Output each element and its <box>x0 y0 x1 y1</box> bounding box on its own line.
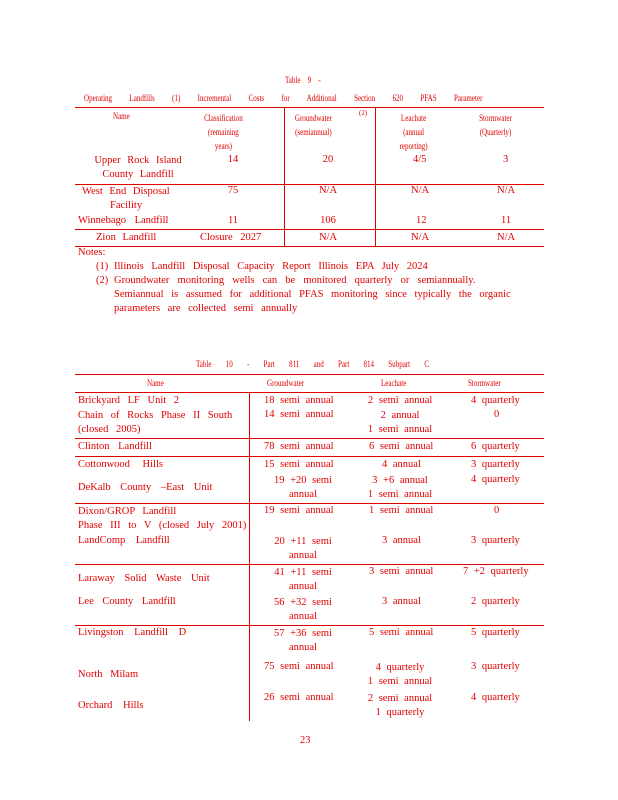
table10-row-name: Livingston Landfill D <box>78 627 187 638</box>
table10-header-name: Name <box>147 378 164 388</box>
page-number: 23 <box>300 735 311 746</box>
table10-col-divider <box>249 393 250 721</box>
table10-header-stormwater: Stormwater <box>468 378 501 388</box>
table9-col-divider <box>284 108 285 246</box>
table10-cell: 3 annual <box>382 596 421 607</box>
table10-cell: 6 quarterly <box>471 441 520 452</box>
table10-cell: 4 quarterly <box>471 474 520 485</box>
table9-header-stormwater: Stormwater (Quarterly) <box>479 113 512 137</box>
table9-cell: Closure 2027 <box>200 232 262 243</box>
table10-cell: 4 quarterly 1 semi annual <box>367 662 433 687</box>
table10-cell: 4 quarterly <box>471 692 520 703</box>
table10-row-name: Lee County Landfill <box>78 596 176 607</box>
table10-header-rule <box>75 392 544 393</box>
table9-cell: 12 <box>416 215 427 226</box>
table10-cell: 2 semi annual <box>368 395 433 406</box>
table9-cell: 20 <box>322 154 334 165</box>
table10-row-name: Dixon/GROP Landfill Phase III to V (closed July 2001) <box>78 506 247 531</box>
table9-cell: 75 <box>227 185 239 196</box>
table10-title: Table 10 - Part 811 and Part 814 Subpart C <box>196 359 430 369</box>
table10-cell: 75 semi annual <box>264 661 334 672</box>
table9-cell: 3 <box>503 154 509 165</box>
table10-cell: 19 semi annual <box>264 505 334 516</box>
table10-cell: 3 annual <box>382 535 421 546</box>
table10-cell: 5 semi annual <box>369 627 434 638</box>
table10-row-name: Orchard Hills <box>78 700 144 711</box>
table9-cell: 4/5 <box>413 154 427 165</box>
table10-cell: 41 +11 semi annual <box>274 567 332 592</box>
table10-top-rule <box>75 374 544 375</box>
table9-row-name: Winnebago Landfill <box>78 215 169 226</box>
table10-cell: 18 semi annual <box>264 395 334 406</box>
table9-title: Table 9 - <box>285 75 321 85</box>
table10-row-rule <box>75 456 544 457</box>
table10-cell: 5 quarterly <box>471 627 520 638</box>
table9-cell: N/A <box>411 232 430 243</box>
note-number: (2) <box>96 275 109 286</box>
table10-row-rule <box>75 438 544 439</box>
table10-row-rule <box>75 503 544 504</box>
table10-cell: 14 semi annual <box>264 409 334 420</box>
table10-cell: 2 annual 1 semi annual <box>367 410 433 435</box>
table9-header-groundwater: Groundwater (semiannual) <box>294 113 332 137</box>
table9-row-name: Upper Rock Island County Landfill <box>94 155 182 180</box>
table10-cell: 7 +2 quarterly <box>463 566 529 577</box>
note-text: Semiannual is assumed for additional PFAS monitoring since typically the organic <box>114 289 511 300</box>
table10-cell: 2 quarterly <box>471 596 520 607</box>
table10-cell: 3 +6 annual 1 semi annual <box>367 475 433 500</box>
table10-cell: 3 quarterly <box>471 459 520 470</box>
table10-cell: 4 quarterly <box>471 395 520 406</box>
table10-cell: 2 semi annual 1 quarterly <box>367 693 433 718</box>
table10-cell: 78 semi annual <box>264 441 334 452</box>
table10-row-name: North Milam <box>78 669 139 680</box>
table10-cell: 0 <box>494 409 500 420</box>
table10-row-name: Clinton Landfill <box>78 441 152 452</box>
table10-cell: 56 +32 semi annual <box>273 597 332 622</box>
table10-cell: 19 +20 semi annual <box>273 475 332 500</box>
table10-row-name: Brickyard LF Unit 2 <box>78 395 180 406</box>
note-text: Illinois Landfill Disposal Capacity Report Illinois EPA July 2024 <box>114 261 428 272</box>
table10-cell: 4 annual <box>382 459 421 470</box>
table10-cell: 57 +36 semi annual <box>273 628 332 653</box>
table9-header-classification: Classification (remaining years) <box>204 113 243 151</box>
table10-header-leachate: Leachate <box>381 378 407 388</box>
table9-header-name: Name <box>113 111 130 121</box>
notes-label: Notes: <box>78 247 106 258</box>
table9-cell: N/A <box>318 232 338 243</box>
table9-row-name: Zion Landfill <box>96 232 157 243</box>
table10-row-rule <box>75 625 544 626</box>
note-number: (1) <box>96 261 109 272</box>
table9-title-line2: Operating Landfills (1) Incremental Costs for Additional Section 620 PFAS Parameter <box>84 93 483 103</box>
table9-col-divider <box>375 108 376 246</box>
table9-cell: 14 <box>227 154 239 165</box>
table10-row-name: Chain of Rocks Phase II South (closed 2005) <box>78 410 233 435</box>
table10-cell: 3 quarterly <box>471 661 520 672</box>
table10-cell: 6 semi annual <box>369 441 434 452</box>
table10-cell: 15 semi annual <box>264 459 334 470</box>
table10-row-name: LandComp Landfill <box>78 535 170 546</box>
table9-cell: N/A <box>318 185 338 196</box>
table10-row-name: DeKalb County –East Unit <box>78 482 213 493</box>
table9-bottom-rule <box>75 246 544 247</box>
note-text: Groundwater monitoring wells can be monitored quarterly or semiannually. <box>114 275 476 286</box>
table9-cell: N/A <box>497 185 516 196</box>
table9-top-rule <box>75 107 544 108</box>
table9-row-name: West End Disposal Facility <box>82 186 170 211</box>
table10-row-rule <box>75 564 544 565</box>
table10-cell: 3 semi annual <box>369 566 434 577</box>
note-text: parameters are collected semi annually <box>114 303 298 314</box>
table9-cell: 106 <box>320 215 336 226</box>
table9-cell: 11 <box>501 215 512 226</box>
table10-row-name: Cottonwood Hills <box>78 459 163 470</box>
table10-cell: 20 +11 semi annual <box>274 536 332 561</box>
table10-cell: 3 quarterly <box>471 535 520 546</box>
table10-row-name: Laraway Solid Waste Unit <box>78 573 210 584</box>
table10-cell: 1 semi annual <box>369 505 434 516</box>
table9-note-ref: (2) <box>359 109 368 117</box>
table9-cell: 11 <box>227 215 239 226</box>
table10-cell: 26 semi annual <box>264 692 334 703</box>
table9-cell: N/A <box>411 185 430 196</box>
table10-cell: 0 <box>494 505 500 516</box>
table9-cell: N/A <box>497 232 516 243</box>
table10-header-groundwater: Groundwater <box>267 378 305 388</box>
table9-row-rule <box>75 229 544 230</box>
table9-header-leachate: Leachate (annual reporting) <box>399 113 428 151</box>
